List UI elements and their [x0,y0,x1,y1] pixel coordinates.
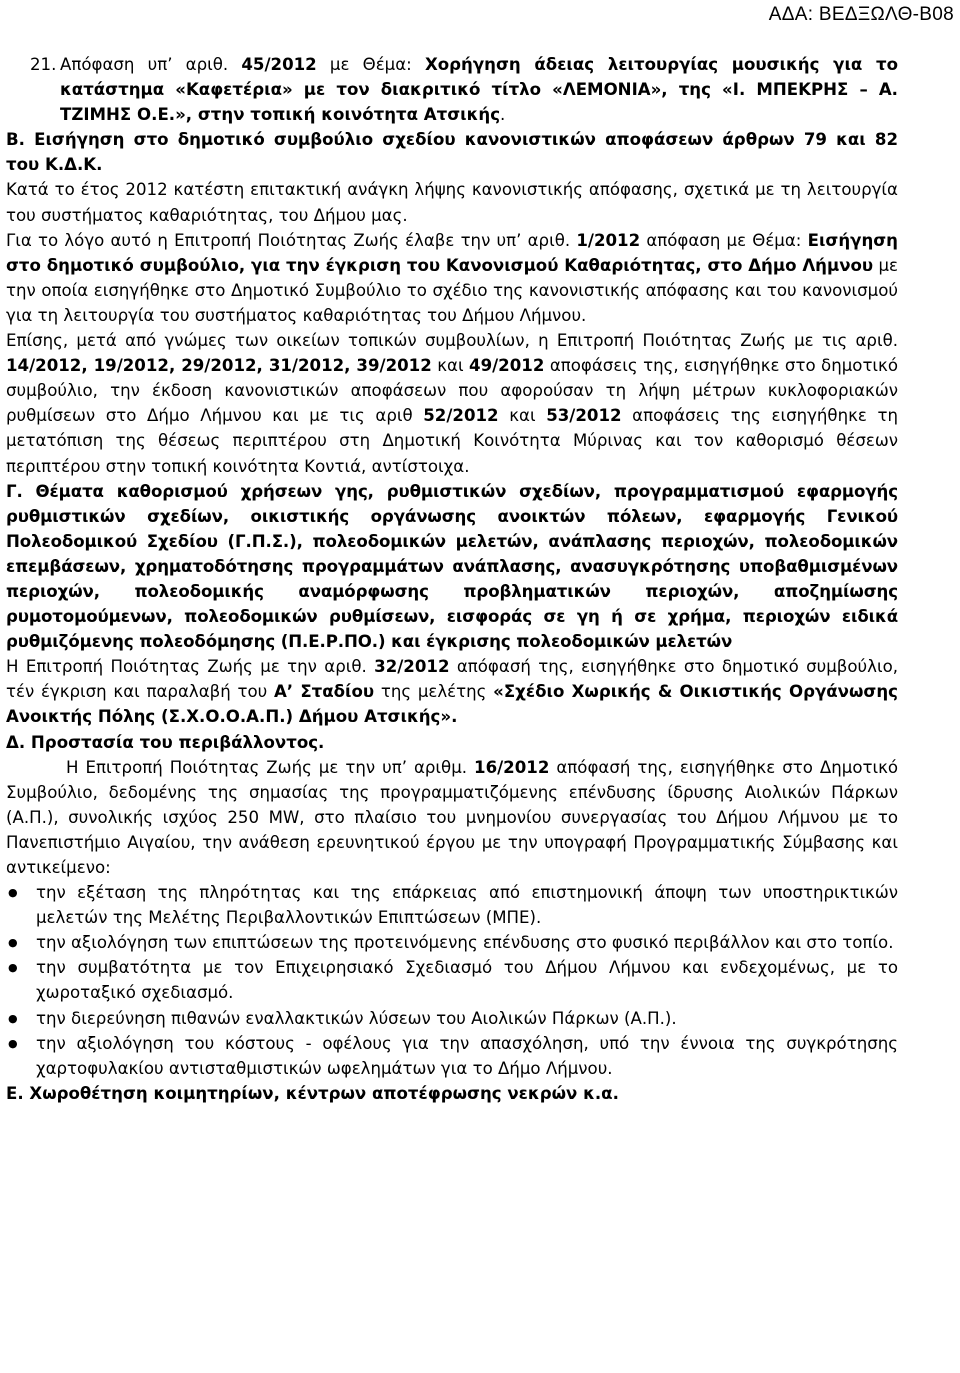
list-item: ● την διερεύνηση πιθανών εναλλακτικών λύσεων του Αιολικών Πάρκων (Α.Π.). [6,1006,898,1031]
section-b-paragraph-2 [6,228,898,328]
item-21 [30,52,898,127]
list-item: ● την συμβατότητα με τον Επιχειρησιακό Σχεδιασμό του Δήμου Λήμνου και ενδεχομένως, με το χωροταξικό σχεδιασμό. [6,955,898,1005]
text: και [431,356,470,376]
text: της μελέτης [374,682,494,702]
section-b-paragraph-3 [6,328,898,479]
decision-number: 1/2012 [576,230,641,250]
text: απόφαση με Θέμα: [640,230,808,250]
text: . [500,105,506,125]
decision-numbers: 14/2012, 19/2012, 29/2012, 31/2012, 39/2012 [6,356,432,376]
text: αποφάσεις της, εισηγήθηκε στο δημοτικό συμβούλιο, την έκδοση κανονιστικών αποφάσεων που αφορούσαν τη λήψη μέτρων κυκλοφοριακών ρυθμίσεων στο Δήμο Λήμνου και με τις αριθ [6,356,898,426]
section-e-heading: Ε. Χωροθέτηση κοιμητηρίων, κέντρων αποτέφρωσης νεκρών κ.α. [6,1083,619,1103]
item-number: 21. [30,55,57,74]
decision-number: 49/2012 [469,356,545,376]
section-c-heading: Γ. Θέματα καθορισμού χρήσεων γης, ρυθμιστικών σχεδίων, προγραμματισμού εφαρμογής ρυθμιστικών σχεδίων, οικιστικής οργάνωσης ανοικτών πόλεων, εφαρμογής Γενικού Πολεοδομικού Σχεδίου (Γ.Π.Σ.), πολεοδομικών μελετών, ανάπλασης περιοχών, πολεοδομικών επεμβάσεων, χρηματοδότησης προγραμμάτων ανάπλασης, ανασυγκρότησης υποβαθμισμένων περιοχών, πολεοδομικής αναμόρφωσης προβληματικών περιοχών, αποζημίωσης ρυμοτομούμενων, πολεοδομικών ρυθμίσεων, εισφοράς σε γη ή σε χρήμα, περιοχών ειδικά ρυθμιζόμενης πολεοδόμησης (Π.Ε.Ρ.ΠΟ.) και έγκρισης πολεοδομικών μελετών [6,481,898,652]
text: Για το λόγο αυτό η Επιτροπή Ποιότητας Ζωής έλαβε την υπ’ αριθ. [6,230,577,250]
text: με την οποία εισηγήθηκε στο Δημοτικό Συμβούλιο το σχέδιο της κανονιστικής απόφασης και του κανονισμού για τη λειτουργία του συστήματος καθαριότητας του Δήμου Λήμνου. [6,255,898,325]
subject: Εισήγηση στο δημοτικό συμβούλιο, για την έγκριση του Κανονισμού Καθαριότητας, στο Δήμο Λήμνου [6,230,898,275]
decision-number: 45/2012 [241,55,317,74]
decision-number: 32/2012 [374,657,450,677]
decision-number: 52/2012 [423,406,499,426]
section-c-paragraph-1 [6,654,898,729]
document-body [6,52,898,1106]
decision-number: 16/2012 [474,757,550,777]
text: και [498,406,547,426]
text: Επίσης, μετά από γνώμες των οικείων τοπικών συμβουλίων, η Επιτροπή Ποιότητας Ζωής με τις αριθ. [6,331,898,351]
stage: Α’ Σταδίου [273,682,375,702]
section-b-paragraph-1: Κατά το έτος 2012 κατέστη επιτακτική ανάγκη λήψης κανονιστικής απόφασης, σχετικά με τη λειτουργία του συστήματος καθαριότητας, του Δήμου μας. [6,180,898,225]
decision-number: 53/2012 [546,406,622,426]
text: με Θέμα: [316,55,425,74]
list-item: ● την εξέταση της πληρότητας και της επάρκειας από επιστημονική άποψη των υποστηρικτικών μελετών της Μελέτης Περιβαλλοντικών Επιπτώσεων (ΜΠΕ). [6,880,898,930]
text: Απόφαση υπ’ αριθ. [60,55,242,74]
list-item: ● την αξιολόγηση των επιπτώσεων της προτεινόμενης επένδυσης στο φυσικό περιβάλλον και στο τοπίο. [6,930,898,955]
section-d-paragraph-1 [6,755,898,880]
text: αποφάσεις της εισηγήθηκε τη μετατόπιση της θέσεως περιπτέρου στη Δημοτική Κοινότητα Μύρινας και τον καθορισμό θέσεων περιπτέρου στην τοπική κοινότητα Κοντιά, αντίστοιχα. [6,406,898,476]
text: απόφασή της, εισηγήθηκε στο Δημοτικό Συμβούλιο, δεδομένης της σημασίας της προγραμματιζόμενης επένδυσης ίδρυσης Αιολικών Πάρκων (Α.Π.), συνολικής ισχύος 250 MW, στο πλαίσιο του μνημονίου συνεργασίας του Δήμου Λήμνου με το Πανεπιστήμιο Αιγαίου, την ανάθεση ερευνητικού έργου με την υπογραφή Προγραμματικής Σύμβασης και αντικείμενο: [6,757,899,877]
subject: Χορήγηση άδειας λειτουργίας μουσικής για το κατάστημα «Καφετέρια» με τον διακριτικό τίτλο «ΛΕΜΟΝΙΑ», της «Ι. ΜΠΕΚΡΗΣ – Α. ΤΖΙΜΗΣ Ο.Ε.», στην τοπική κοινότητα Ατσικής [60,55,898,125]
text: Η Επιτροπή Ποιότητας Ζωής με την υπ’ αριθμ. [66,757,475,777]
section-d-heading: Δ. Προστασία του περιβάλλοντος. [6,732,325,752]
objectives-list [6,880,898,1081]
text: απόφασή της, εισηγήθηκε στο δημοτικό συμβούλιο, τέν έγκριση και παραλαβή του [6,657,898,702]
list-item: ● την αξιολόγηση του κόστους - οφέλους για την απασχόληση, υπό την έννοια της συγκρότησης χαρτοφυλακίου αντισταθμιστικών ωφελημάτων για το Δήμο Λήμνου. [6,1031,898,1081]
ada-stamp: ΑΔΑ: ΒΕΔΞΩΛΘ-Β08 [768,4,954,25]
text: Η Επιτροπή Ποιότητας Ζωής με την αριθ. [6,657,375,677]
study-title: «Σχέδιο Χωρικής & Οικιστικής Οργάνωσης Ανοικτής Πόλης (Σ.Χ.Ο.Ο.Α.Π.) Δήμου Ατσικής». [6,682,898,727]
section-b-heading: Β. Εισήγηση στο δημοτικό συμβούλιο σχεδίου κανονιστικών αποφάσεων άρθρων 79 και 82 του Κ.Δ.Κ. [6,130,898,175]
